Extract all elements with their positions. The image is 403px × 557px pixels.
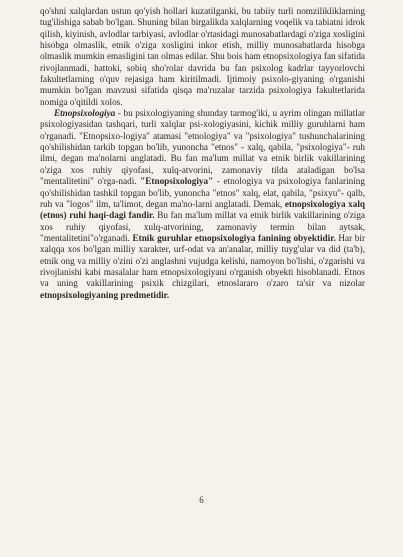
subject-emphasis: etnopsixologiyaning predmetidir. xyxy=(40,289,170,300)
body-text xyxy=(40,6,365,301)
paragraph-2-text-4: Har bir xalqqa xos bo'lgan milliy xarakter, urf-odat va an'analar, milliy tuyg'ular va did (ta'b), etnik ong va milliy o'zini o'zi anglashni vujudga kelishi, namoyon bo'lishi, o'zgarishi va rivojlanishi kabi masalalar ham etnopsixologiyani o'rganish obyekti hisoblanadi. Etnos va uning vakillarining psixik chizgilari, etnoslararo o'zaro ta'sir va nizolar xyxy=(40,232,366,289)
page-number: 6 xyxy=(199,495,204,505)
term-etnopsixologiya: Etnopsixologiya xyxy=(54,108,116,119)
term-etnopsixologiya-quoted: "Etnopsixologiya" xyxy=(140,176,214,187)
definition-emphasis: etnopsixologiya xalq (etnos) ruhi haqi-dagi fandir. xyxy=(40,198,365,221)
object-emphasis: Etnik guruhlar etnopsixologiya fanining obyektidir. xyxy=(132,232,336,243)
paragraph-2 xyxy=(40,108,365,301)
paragraph-2-text-2: - etnologiya va psixologiya fanlarining qo'shilishidan tashkil topgan bo'lib, yunoncha "etnos" xalq, elat, qabila, "psixyu"- qalb, ruh va "logos" ilm, ta'limot, degan ma'no-larni anglatadi. Demak, xyxy=(40,176,365,209)
paragraph-2-text-1: - bu psixologiyaning shunday tarmog'iki, u ayrim olingan millatlar psixologiyasidan tashqari, turli xalqlar psi-xologiyasini, kichik milliy guruhlarni ham o'rganadi. "Etnopsixo-logiya" atamasi "etnologiya" va "psixologiya" tushunchalarining qo'shilishidan tarkib topgan bo'lib, yunoncha "etnos" - xalq, qabila, "psixologiya"- ruh ilmi, degan ma'nolarni anglatadi. Bu fan ma'lum millat va etnik birlik vakillarining o'ziga xos ruhiy qiyofasi, xulq-atvorini, zamonaviy tilda ataladigan bo'lsa "mentalitetini" o'rga-nadi. xyxy=(40,108,365,187)
paragraph-1: qo'shni xalqlardan ustun qo'yish hollari kuzatilganki, bu tabiiy turli nomzilikliklarning tug'ilishiga sabab bo'lgan. Shuning bilan birgalikda xalqlarning voqelik va tabiatni idrok qilish, kiyinish, avlodlar tarbiyasi, avlodlar o'rtasidagi munosabatlardagi o'ziga xosligini hisobga olmaslik, etnik o'ziga xosligini inkor etish, milliy munosabatlarda hisobga olmaslik mumkin emasligini tan olmas edilar. Shu bois ham etnopsixologiya fan sifatida rivojlanmadi, hattoki, sobiq sho'rolar davrida bu fan psixolog kadrlar tayyorlovchi fakultetlarning o'quv rejasiga ham kiritilmadi. Ijtimoiy psixolo-giyaning o'rganishi mumkin bo'lgan mavzusi sifatida qisqa ma'ruzalar tarzida psixologiya fakultetlarida nomiga o'qitildi xolos. xyxy=(40,6,365,107)
paragraph-2-text-3: Bu fan ma'lum millat va etnik birlik vakillarining o'ziga xos ruhiy qiyofasi, xulq-atvorining, zamonaviy termin bilan aytsak, "mentalitetini"o'rganadi. xyxy=(40,210,365,243)
